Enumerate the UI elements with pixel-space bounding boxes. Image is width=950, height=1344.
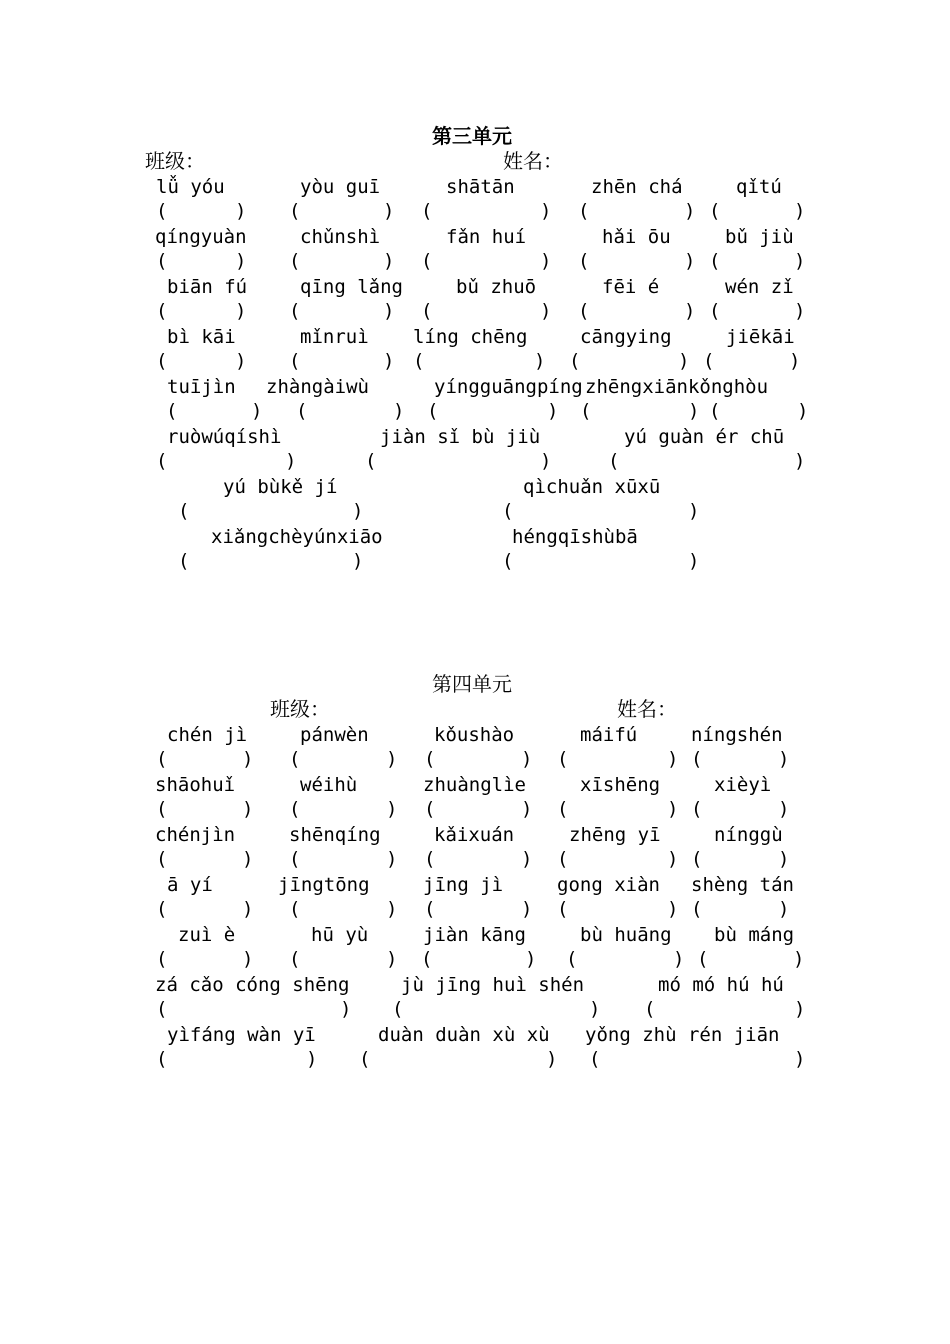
unit3-answer-open-paren: ( [156,350,168,372]
unit4-answer-close-paren: ) [667,898,679,920]
unit3-name-label: 姓名： [503,149,563,173]
unit4-name-label: 姓名： [617,697,677,721]
unit4-pinyin-word: zuì è [178,924,236,946]
unit3-answer-open-paren: ( [156,250,168,272]
unit3-pinyin-word: jiàn sǐ bù jiù [380,426,541,448]
unit4-answer-open-paren: ( [557,898,569,920]
unit4-answer-close-paren: ) [667,748,679,770]
unit3-answer-open-paren: ( [569,350,581,372]
unit4-pinyin-word: shèng tán [691,874,794,896]
unit3-answer-close-paren: ) [540,200,552,222]
unit4-answer-open-paren: ( [289,898,301,920]
unit3-pinyin-word: cāngying [580,326,672,348]
unit4-pinyin-word: gong xiàn [557,874,660,896]
unit4-answer-open-paren: ( [557,848,569,870]
unit4-answer-close-paren: ) [521,848,533,870]
unit3-answer-close-paren: ) [383,300,395,322]
unit4-pinyin-word: xīshēng [580,774,661,796]
unit4-pinyin-word: shēnqíng [289,824,381,846]
unit4-pinyin-word: duàn duàn xù xù [378,1024,550,1046]
unit4-answer-open-paren: ( [421,948,433,970]
unit4-pinyin-word: zá cǎo cóng shēng [155,974,350,996]
unit4-answer-open-paren: ( [289,948,301,970]
unit4-answer-close-paren: ) [778,898,790,920]
unit3-answer-close-paren: ) [251,400,263,422]
unit3-answer-open-paren: ( [502,500,514,522]
unit4-answer-close-paren: ) [546,1048,558,1070]
unit4-pinyin-word: yǒng zhù rén jiān [585,1024,780,1046]
unit4-answer-close-paren: ) [673,948,685,970]
unit4-pinyin-word: jiàn kāng [423,924,526,946]
unit4-answer-open-paren: ( [557,798,569,820]
unit4-answer-close-paren: ) [242,748,254,770]
unit3-pinyin-word: yòu guī [300,176,381,198]
unit4-pinyin-word: pánwèn [300,724,369,746]
unit3-answer-close-paren: ) [789,350,801,372]
unit3-answer-close-paren: ) [684,300,696,322]
unit3-answer-open-paren: ( [178,550,190,572]
unit3-answer-close-paren: ) [547,400,559,422]
unit3-answer-close-paren: ) [235,250,247,272]
unit4-answer-close-paren: ) [778,798,790,820]
unit4-answer-close-paren: ) [340,998,352,1020]
unit3-pinyin-word: yú guàn ér chū [624,426,785,448]
unit4-answer-open-paren: ( [156,948,168,970]
unit4-answer-open-paren: ( [156,898,168,920]
unit3-answer-close-paren: ) [383,350,395,372]
unit4-answer-close-paren: ) [386,898,398,920]
unit3-pinyin-word: zhēn chá [591,176,683,198]
unit3-pinyin-word: bǔ jiù [725,226,794,248]
unit3-pinyin-word: ruòwúqíshì [167,426,282,448]
unit3-answer-open-paren: ( [413,350,425,372]
unit3-pinyin-word: lǚ yóu [156,176,225,198]
unit3-answer-open-paren: ( [156,300,168,322]
unit4-answer-open-paren: ( [289,848,301,870]
unit3-answer-close-paren: ) [688,550,700,572]
unit4-answer-close-paren: ) [242,898,254,920]
unit4-pinyin-word: bù máng [714,924,795,946]
unit4-answer-open-paren: ( [566,948,578,970]
unit3-pinyin-word: yíngguāngpíng [434,376,583,398]
unit3-answer-close-paren: ) [797,400,809,422]
unit3-answer-close-paren: ) [688,500,700,522]
unit3-pinyin-word: héngqīshùbā [512,526,638,548]
unit3-answer-close-paren: ) [794,200,806,222]
unit4-pinyin-word: jù jīng huì shén [401,974,585,996]
unit4-pinyin-word: wéihù [300,774,358,796]
unit3-answer-open-paren: ( [289,250,301,272]
unit4-answer-close-paren: ) [386,748,398,770]
unit4-answer-close-paren: ) [778,748,790,770]
unit4-pinyin-word: hū yù [311,924,369,946]
unit4-answer-open-paren: ( [589,1048,601,1070]
unit4-pinyin-word: chén jì [167,724,248,746]
unit4-answer-close-paren: ) [386,798,398,820]
unit4-answer-open-paren: ( [156,1048,168,1070]
unit3-pinyin-word: bì kāi [167,326,236,348]
unit4-answer-open-paren: ( [557,748,569,770]
unit4-answer-open-paren: ( [691,748,703,770]
unit3-pinyin-word: bǔ zhuō [456,276,537,298]
unit3-answer-open-paren: ( [578,250,590,272]
unit3-answer-open-paren: ( [703,350,715,372]
unit4-title: 第四单元 [432,672,512,696]
unit4-pinyin-word: chénjìn [155,824,236,846]
unit3-answer-close-paren: ) [352,500,364,522]
unit3-answer-open-paren: ( [365,450,377,472]
unit3-pinyin-word: qīng lǎng [300,276,403,298]
unit3-answer-open-paren: ( [709,300,721,322]
unit4-pinyin-word: jīngtōng [278,874,370,896]
unit3-pinyin-word: qìchuǎn xūxū [523,476,661,498]
unit4-pinyin-word: jīng jì [423,874,504,896]
unit4-answer-close-paren: ) [242,948,254,970]
unit3-answer-close-paren: ) [235,200,247,222]
unit4-answer-close-paren: ) [525,948,537,970]
unit4-answer-open-paren: ( [156,748,168,770]
unit3-answer-close-paren: ) [393,400,405,422]
unit3-pinyin-word: jiēkāi [726,326,795,348]
unit3-answer-open-paren: ( [421,300,433,322]
unit3-answer-close-paren: ) [235,300,247,322]
unit3-answer-close-paren: ) [285,450,297,472]
unit4-answer-close-paren: ) [386,948,398,970]
unit3-pinyin-word: shātān [446,176,515,198]
unit4-pinyin-word: ā yí [167,874,213,896]
unit3-answer-open-paren: ( [421,250,433,272]
unit3-answer-close-paren: ) [383,250,395,272]
unit4-answer-open-paren: ( [156,848,168,870]
unit4-answer-open-paren: ( [289,798,301,820]
unit3-answer-open-paren: ( [578,300,590,322]
unit3-pinyin-word: tuījìn [167,376,236,398]
unit3-answer-close-paren: ) [794,300,806,322]
unit3-answer-close-paren: ) [794,250,806,272]
unit3-answer-open-paren: ( [156,450,168,472]
unit4-pinyin-word: zhuànglìe [423,774,526,796]
unit4-answer-close-paren: ) [778,848,790,870]
unit3-answer-close-paren: ) [540,250,552,272]
unit3-answer-open-paren: ( [421,200,433,222]
unit3-pinyin-word: qǐtú [736,176,782,198]
unit4-pinyin-word: níngshén [691,724,783,746]
unit4-answer-close-paren: ) [521,898,533,920]
unit4-answer-close-paren: ) [667,798,679,820]
unit3-pinyin-word: wén zǐ [725,276,794,298]
unit4-pinyin-word: xièyì [714,774,772,796]
unit4-answer-close-paren: ) [794,998,806,1020]
unit3-pinyin-word: mǐnruì [300,326,369,348]
unit3-answer-close-paren: ) [678,350,690,372]
unit3-answer-open-paren: ( [289,300,301,322]
unit3-answer-open-paren: ( [709,250,721,272]
unit4-answer-open-paren: ( [697,948,709,970]
unit4-answer-close-paren: ) [793,948,805,970]
unit3-answer-open-paren: ( [166,400,178,422]
unit3-pinyin-word: zhēngxiānkǒnghòu [585,376,769,398]
unit4-pinyin-word: shāohuǐ [155,774,236,796]
unit3-pinyin-word: fēi é [602,276,660,298]
unit4-pinyin-word: mó mó hú hú [658,974,784,996]
unit4-class-label: 班级： [270,697,330,721]
unit4-answer-open-paren: ( [392,998,404,1020]
unit4-answer-close-paren: ) [521,748,533,770]
unit3-answer-open-paren: ( [289,200,301,222]
unit4-answer-open-paren: ( [424,798,436,820]
unit4-answer-close-paren: ) [386,848,398,870]
unit3-answer-close-paren: ) [540,450,552,472]
unit3-pinyin-word: yú bùkě jí [223,476,338,498]
unit4-pinyin-word: máifú [580,724,638,746]
unit3-class-label: 班级： [145,149,205,173]
unit3-pinyin-word: fǎn huí [446,226,527,248]
unit4-answer-open-paren: ( [691,798,703,820]
unit3-answer-open-paren: ( [608,450,620,472]
unit3-answer-open-paren: ( [709,400,721,422]
unit4-answer-close-paren: ) [242,848,254,870]
unit4-answer-close-paren: ) [589,998,601,1020]
unit3-answer-close-paren: ) [688,400,700,422]
unit4-answer-open-paren: ( [359,1048,371,1070]
unit3-answer-open-paren: ( [296,400,308,422]
unit4-pinyin-word: kǎixuán [434,824,515,846]
unit4-answer-open-paren: ( [156,998,168,1020]
unit3-answer-close-paren: ) [684,250,696,272]
unit4-answer-close-paren: ) [306,1048,318,1070]
unit4-answer-open-paren: ( [424,898,436,920]
unit3-pinyin-word: hǎi ōu [602,226,671,248]
unit3-answer-close-paren: ) [235,350,247,372]
unit3-pinyin-word: qíngyuàn [155,226,247,248]
unit3-answer-close-paren: ) [383,200,395,222]
unit4-pinyin-word: zhēng yī [569,824,661,846]
unit3-pinyin-word: xiǎngchèyúnxiāo [211,526,383,548]
unit3-answer-open-paren: ( [289,350,301,372]
unit3-answer-open-paren: ( [502,550,514,572]
unit3-pinyin-word: zhàngàiwù [266,376,369,398]
unit3-answer-open-paren: ( [580,400,592,422]
unit3-pinyin-word: líng chēng [413,326,528,348]
unit4-answer-close-paren: ) [521,798,533,820]
unit4-answer-open-paren: ( [156,798,168,820]
unit4-pinyin-word: bù huāng [580,924,672,946]
unit3-pinyin-word: biān fú [167,276,248,298]
unit4-answer-open-paren: ( [644,998,656,1020]
unit4-pinyin-word: kǒushào [434,724,515,746]
unit3-answer-open-paren: ( [578,200,590,222]
unit3-answer-close-paren: ) [540,300,552,322]
unit4-answer-open-paren: ( [289,748,301,770]
unit3-answer-close-paren: ) [684,200,696,222]
unit3-answer-open-paren: ( [427,400,439,422]
unit4-answer-open-paren: ( [424,748,436,770]
unit3-pinyin-word: chǔnshì [300,226,381,248]
unit3-answer-open-paren: ( [709,200,721,222]
unit4-answer-open-paren: ( [691,898,703,920]
unit3-answer-close-paren: ) [534,350,546,372]
unit4-pinyin-word: yìfáng wàn yī [167,1024,316,1046]
unit4-answer-close-paren: ) [242,798,254,820]
unit3-answer-close-paren: ) [794,450,806,472]
unit3-answer-open-paren: ( [156,200,168,222]
unit4-answer-open-paren: ( [691,848,703,870]
unit4-pinyin-word: nínggù [714,824,783,846]
unit3-answer-close-paren: ) [352,550,364,572]
unit3-title: 第三单元 [432,124,512,148]
unit3-answer-open-paren: ( [178,500,190,522]
unit4-answer-close-paren: ) [667,848,679,870]
unit4-answer-open-paren: ( [424,848,436,870]
unit4-answer-close-paren: ) [794,1048,806,1070]
